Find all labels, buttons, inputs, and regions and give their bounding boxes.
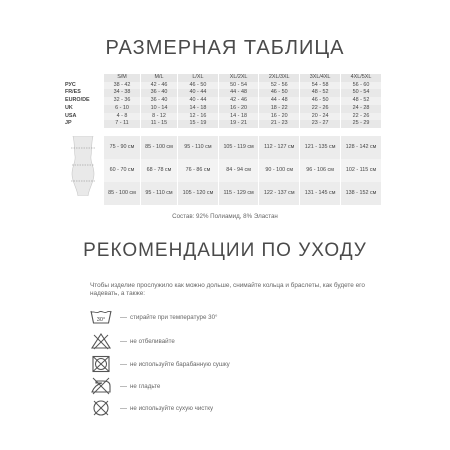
size-cell: 48 - 52	[341, 97, 381, 105]
composition-text: Состав: 92% Полиамид, 8% Эластан	[172, 213, 278, 220]
measurement-cell: 90 - 100 см	[259, 159, 299, 182]
size-cell: 36 - 40	[141, 97, 177, 105]
size-header: S/M	[104, 74, 140, 82]
size-cell: 50 - 54	[341, 89, 381, 97]
size-cell: 46 - 50	[300, 97, 340, 105]
measurement-cell: 105 - 119 см	[219, 136, 258, 159]
no-iron-icon	[90, 377, 112, 395]
size-row	[63, 105, 381, 113]
size-row	[63, 97, 381, 105]
measurement-cell: 112 - 127 см	[259, 136, 299, 159]
size-cell: 50 - 54	[219, 82, 258, 90]
size-cell: 40 - 44	[178, 89, 218, 97]
size-cell: 25 - 29	[341, 120, 381, 128]
size-cell: 16 - 20	[219, 105, 258, 113]
size-cell: 34 - 38	[104, 89, 140, 97]
row-label: UK	[63, 105, 103, 113]
care-dash: —	[120, 383, 127, 390]
measurement-row	[63, 182, 381, 205]
size-cell: 46 - 50	[178, 82, 218, 90]
size-cell: 44 - 48	[259, 97, 299, 105]
measurement-row	[63, 159, 381, 182]
row-label: РУС	[63, 82, 103, 90]
size-header: L/XL	[178, 74, 218, 82]
size-cell: 15 - 19	[178, 120, 218, 128]
measurement-row	[63, 136, 381, 159]
measurement-cell: 60 - 70 см	[104, 159, 140, 182]
size-cell: 54 - 58	[300, 82, 340, 90]
size-table-title: РАЗМЕРНАЯ ТАБЛИЦА	[105, 37, 345, 59]
size-row	[63, 89, 381, 97]
size-cell: 14 - 18	[219, 113, 258, 121]
care-intro-text: Чтобы изделие прослужило как можно дольше, снимайте кольца и браслеты, как будете его надевать, а также:	[90, 282, 365, 297]
size-cell: 16 - 20	[259, 113, 299, 121]
measurement-cell: 95 - 110 см	[141, 182, 177, 205]
size-cell: 22 - 26	[300, 105, 340, 113]
size-cell: 42 - 46	[141, 82, 177, 90]
no-tumble-dry-icon	[90, 355, 112, 373]
care-text: не гладьте	[130, 383, 161, 390]
measurement-cell: 105 - 120 см	[178, 182, 218, 205]
care-dash: —	[120, 405, 127, 412]
measurement-cell: 95 - 110 см	[178, 136, 218, 159]
size-row	[63, 113, 381, 121]
body-silhouette-icon	[63, 136, 103, 196]
body-figure	[63, 136, 103, 205]
size-cell: 20 - 24	[300, 113, 340, 121]
size-cell: 19 - 21	[219, 120, 258, 128]
measurement-cell: 85 - 100 см	[141, 136, 177, 159]
care-text: не используйте барабанную сушку	[130, 361, 230, 368]
measurement-cell: 121 - 135 см	[300, 136, 340, 159]
size-header: M/L	[141, 74, 177, 82]
size-cell: 32 - 36	[104, 97, 140, 105]
size-cell: 21 - 23	[259, 120, 299, 128]
care-item	[90, 332, 340, 352]
size-cell: 4 - 8	[104, 113, 140, 121]
measurement-cell: 84 - 94 см	[219, 159, 258, 182]
care-text: стирайте при температуре 30°	[130, 314, 218, 321]
wash-30-icon	[90, 308, 112, 326]
size-cell: 48 - 52	[300, 89, 340, 97]
row-label: FR/ES	[63, 89, 103, 97]
size-header: 3XL/4XL	[300, 74, 340, 82]
care-title: РЕКОМЕНДАЦИИ ПО УХОДУ	[83, 240, 367, 261]
size-cell: 18 - 22	[259, 105, 299, 113]
wash-temp-label: 30°	[96, 316, 106, 323]
size-cell: 11 - 15	[141, 120, 177, 128]
header-corner	[63, 74, 103, 82]
size-cell: 38 - 42	[104, 82, 140, 90]
size-cell: 36 - 40	[141, 89, 177, 97]
size-cell: 46 - 50	[259, 89, 299, 97]
measurement-cell: 85 - 100 см	[104, 182, 140, 205]
measurement-cell: 138 - 152 см	[341, 182, 381, 205]
size-cell: 10 - 14	[141, 105, 177, 113]
measurement-cell: 96 - 106 см	[300, 159, 340, 182]
measurement-cell: 131 - 145 см	[300, 182, 340, 205]
size-cell: 42 - 46	[219, 97, 258, 105]
measurement-cell: 102 - 115 см	[341, 159, 381, 182]
size-cell: 8 - 12	[141, 113, 177, 121]
size-cell: 40 - 44	[178, 97, 218, 105]
size-cell: 44 - 48	[219, 89, 258, 97]
measurement-cell: 68 - 78 см	[141, 159, 177, 182]
row-label: USA	[63, 113, 103, 121]
size-cell: 24 - 28	[341, 105, 381, 113]
size-cell: 23 - 27	[300, 120, 340, 128]
no-bleach-icon	[90, 332, 112, 350]
care-dash: —	[120, 314, 127, 321]
size-header: 4XL/5XL	[341, 74, 381, 82]
size-cell: 12 - 16	[178, 113, 218, 121]
measurement-cell: 75 - 90 см	[104, 136, 140, 159]
size-cell: 22 - 26	[341, 113, 381, 121]
care-dash: —	[120, 338, 127, 345]
size-table	[62, 74, 382, 205]
no-dry-clean-icon	[90, 399, 112, 417]
care-item	[90, 308, 340, 328]
size-cell: 6 - 10	[104, 105, 140, 113]
row-label: EURO/DE	[63, 97, 103, 105]
care-item	[90, 355, 340, 375]
care-text: не используйте сухую чистку	[130, 405, 214, 412]
size-row	[63, 82, 381, 90]
measurement-cell: 122 - 137 см	[259, 182, 299, 205]
size-row	[63, 120, 381, 128]
row-label: JP	[63, 120, 103, 128]
measurement-cell: 128 - 142 см	[341, 136, 381, 159]
size-cell: 56 - 60	[341, 82, 381, 90]
size-cell: 52 - 56	[259, 82, 299, 90]
size-header: 2XL/3XL	[259, 74, 299, 82]
care-text: не отбеливайте	[130, 338, 175, 345]
care-dash: —	[120, 361, 127, 368]
measurement-cell: 76 - 86 см	[178, 159, 218, 182]
size-header-row	[63, 74, 381, 82]
measurement-cell: 115 - 129 см	[219, 182, 258, 205]
size-header: XL/2XL	[219, 74, 258, 82]
care-item	[90, 399, 340, 419]
size-cell: 7 - 11	[104, 120, 140, 128]
size-cell: 14 - 18	[178, 105, 218, 113]
care-item	[90, 377, 340, 397]
